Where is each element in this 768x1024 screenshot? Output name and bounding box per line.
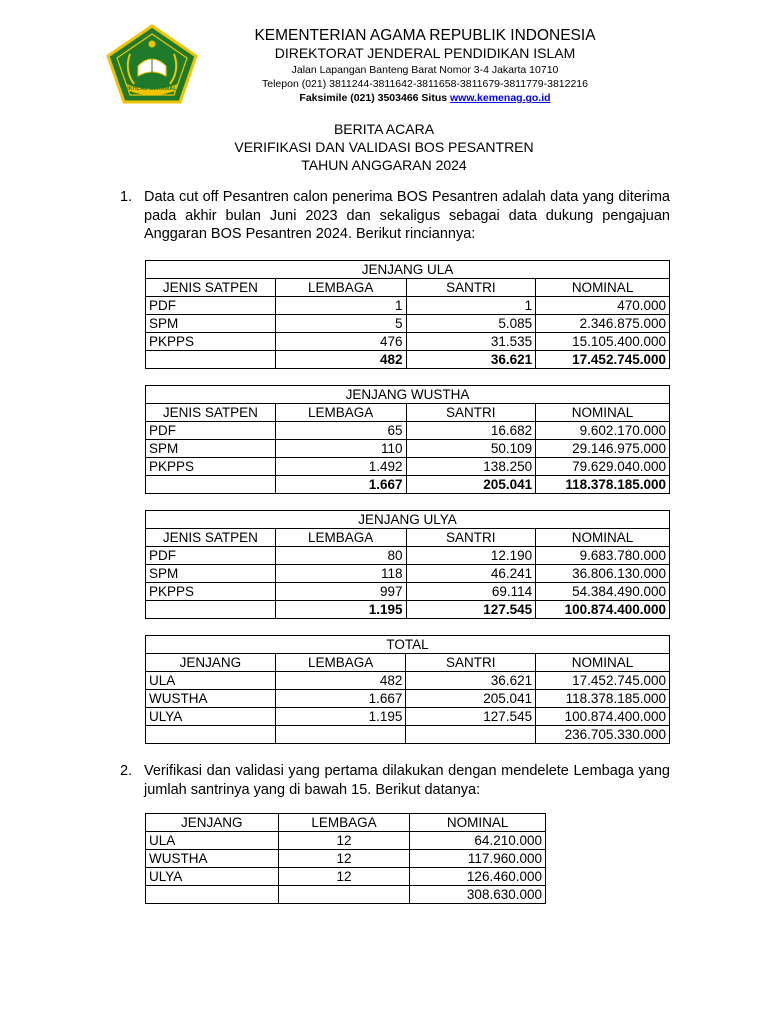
table-title: JENJANG ULA [146,261,670,279]
col-header: NOMINAL [536,529,670,547]
cell: PKPPS [146,333,276,351]
item-text: Verifikasi dan validasi yang pertama dilakukan dengan mendelete Lembaga yang jumlah santrinya yang di bawah 15. Berikut datanya: [144,763,670,798]
cell: 12 [278,868,410,886]
cell: 80 [275,547,406,565]
cell: 36.621 [406,351,536,369]
website-link[interactable]: www.kemenag.go.id [450,92,551,104]
ministry-name: KEMENTERIAN AGAMA REPUBLIK INDONESIA [254,27,596,44]
cell: 64.210.000 [410,832,546,850]
table-row [146,333,670,351]
cell: 110 [275,440,406,458]
col-header: NOMINAL [410,814,546,832]
cell: 12 [278,850,410,868]
cell: ULA [146,832,279,850]
col-header: LEMBAGA [275,654,406,672]
cell: SPM [146,440,276,458]
cell: 118.378.185.000 [536,690,670,708]
table-row [146,458,670,476]
total-row [146,351,670,369]
table-row [146,850,546,868]
cell: 482 [275,672,406,690]
table-wustha [145,385,670,494]
cell: 1 [406,297,536,315]
cell: 5 [275,315,406,333]
cell: 12.190 [406,547,536,565]
doc-title-1: BERITA ACARA [333,121,435,137]
col-header: JENJANG [146,814,279,832]
cell: ULYA [146,868,279,886]
cell [406,726,536,744]
cell: 138.250 [406,458,536,476]
col-header: NOMINAL [536,654,670,672]
col-header: SANTRI [406,529,536,547]
cell: 1.667 [275,476,406,494]
table-ula [145,260,670,369]
cell [275,726,406,744]
doc-title-2: VERIFIKASI DAN VALIDASI BOS PESANTREN [234,139,534,155]
col-header: JENJANG [146,654,276,672]
cell: 100.874.400.000 [536,601,670,619]
cell: PKPPS [146,458,276,476]
cell: 1.667 [275,690,406,708]
cell: SPM [146,315,276,333]
col-header: SANTRI [406,279,536,297]
cell: 127.545 [406,601,536,619]
cell: 17.452.745.000 [536,672,670,690]
cell: 1.195 [275,601,406,619]
table-title: JENJANG ULYA [146,511,670,529]
table-row [146,868,546,886]
col-header: LEMBAGA [275,404,406,422]
kemenag-logo [104,24,200,104]
cell: 117.960.000 [410,850,546,868]
cell: PDF [146,547,276,565]
cell: 46.241 [406,565,536,583]
table-row [146,690,670,708]
cell: 5.085 [406,315,536,333]
item-number: 2. [120,763,133,779]
cell: 236.705.330.000 [536,726,670,744]
col-header: JENIS SATPEN [146,404,276,422]
table-row [146,422,670,440]
table-total [145,635,670,744]
cell: 127.545 [406,708,536,726]
cell: 36.806.130.000 [536,565,670,583]
total-row [146,476,670,494]
total-row [146,886,546,904]
cell [278,886,410,904]
cell: 31.535 [406,333,536,351]
cell: 1.492 [275,458,406,476]
cell [146,886,279,904]
paragraph-1 [120,188,670,244]
cell: ULA [146,672,276,690]
item-number: 1. [120,189,133,205]
cell: 69.114 [406,583,536,601]
cell: 126.460.000 [410,868,546,886]
col-header: JENIS SATPEN [146,529,276,547]
cell: 470.000 [536,297,670,315]
cell: 9.602.170.000 [536,422,670,440]
table-deleted [145,813,546,904]
total-row [146,601,670,619]
cell: 17.452.745.000 [536,351,670,369]
col-header: LEMBAGA [278,814,410,832]
cell: 205.041 [406,476,536,494]
cell: 50.109 [406,440,536,458]
cell: 2.346.875.000 [536,315,670,333]
cell: 12 [278,832,410,850]
cell: 16.682 [406,422,536,440]
cell: 65 [275,422,406,440]
cell: 100.874.400.000 [536,708,670,726]
phone: Telepon (021) 3811244-3811642-3811658-3811679-3811779-3812216 [262,78,588,90]
cell: WUSTHA [146,850,279,868]
letterhead [205,26,645,105]
col-header: NOMINAL [536,279,670,297]
cell: 205.041 [406,690,536,708]
fax-text: Faksimile (021) 3503466 Situs [299,92,448,104]
cell [146,601,276,619]
table-row [146,708,670,726]
table-title: JENJANG WUSTHA [146,386,670,404]
cell: PDF [146,422,276,440]
cell: 476 [275,333,406,351]
address: Jalan Lapangan Banteng Barat Nomor 3-4 Jakarta 10710 [291,64,559,76]
cell: 9.683.780.000 [536,547,670,565]
cell: 118.378.185.000 [536,476,670,494]
cell: 15.105.400.000 [536,333,670,351]
cell: WUSTHA [146,690,276,708]
logo-motto: IKHLAS BERAMAL [127,86,177,92]
table-row [146,672,670,690]
cell: PDF [146,297,276,315]
cell: 29.146.975.000 [536,440,670,458]
paragraph-2 [120,762,670,799]
doc-title-3: TAHUN ANGGARAN 2024 [301,157,467,173]
cell: 79.629.040.000 [536,458,670,476]
col-header: SANTRI [406,404,536,422]
cell: 997 [275,583,406,601]
cell: 1.195 [275,708,406,726]
table-row [146,565,670,583]
directorate-name: DIREKTORAT JENDERAL PENDIDIKAN ISLAM [274,45,576,61]
fax-line [205,91,645,105]
cell: 54.384.490.000 [536,583,670,601]
table-row [146,583,670,601]
cell: ULYA [146,708,276,726]
table-row [146,440,670,458]
table-ulya [145,510,670,619]
col-header: JENIS SATPEN [146,279,276,297]
cell: 482 [275,351,406,369]
cell [146,351,276,369]
cell: PKPPS [146,583,276,601]
total-row [146,726,670,744]
cell [146,476,276,494]
table-title: TOTAL [146,636,670,654]
table-row [146,547,670,565]
cell: SPM [146,565,276,583]
table-row [146,832,546,850]
cell: 36.621 [406,672,536,690]
cell: 118 [275,565,406,583]
col-header: LEMBAGA [275,279,406,297]
table-row [146,297,670,315]
col-header: NOMINAL [536,404,670,422]
table-row [146,315,670,333]
item-text: Data cut off Pesantren calon penerima BOS Pesantren adalah data yang diterima pada akhir bulan Juni 2023 dan sekaligus sebagai data dukung pengajuan Anggaran BOS Pesantren 2024. Berikut rinciannya: [144,189,670,242]
cell: 1 [275,297,406,315]
col-header: LEMBAGA [275,529,406,547]
cell [146,726,276,744]
col-header: SANTRI [406,654,536,672]
cell: 308.630.000 [410,886,546,904]
